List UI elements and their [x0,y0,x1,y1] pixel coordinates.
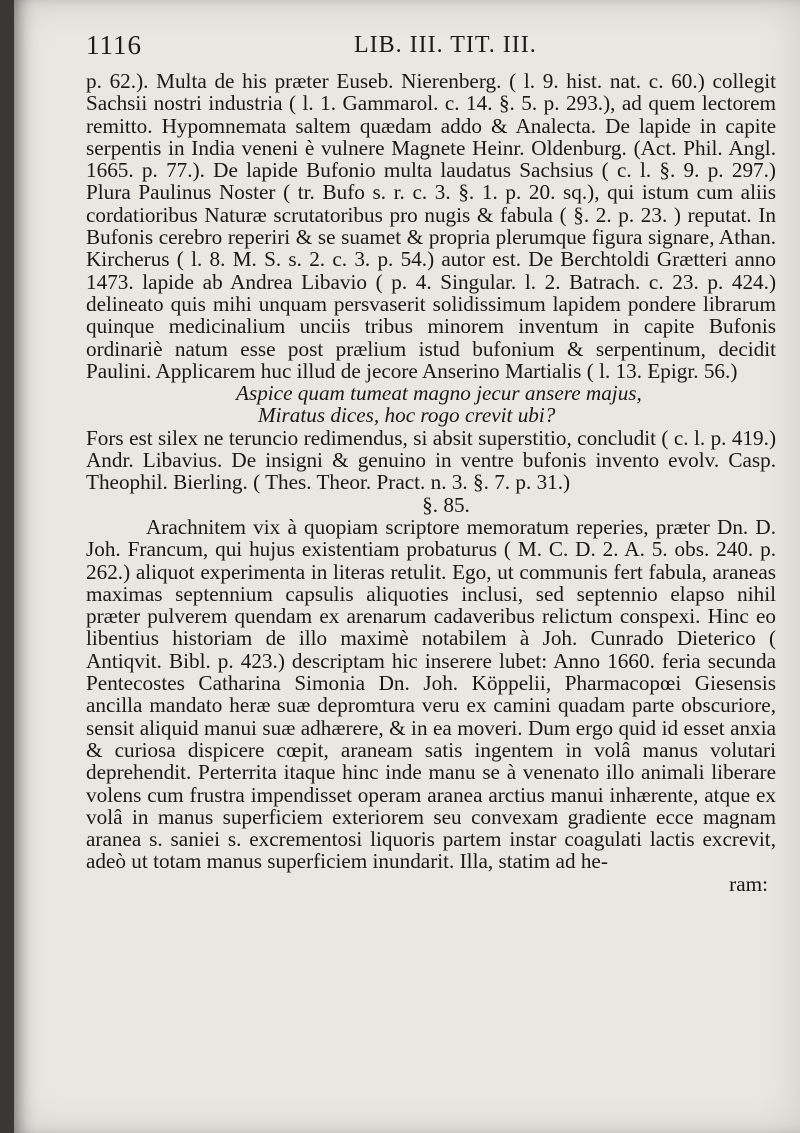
page-number: 1116 [86,30,142,60]
paragraph-3: Arachnitem vix à quopiam scriptore memoratum reperies, præter Dn. D. Joh. Francum, qui hujus existentiam probaturus ( M. C. D. 2. A. 5. obs. 240. p. 262.) aliquot experimenta in literas retulit. Ego, ut communis fert fabula, araneas maximas septennium capsulis aliquoties inclusi, sed septennio elapso nihil præter pulverem quendam ex arenarum cadaveribus relictum conspexi. Hinc eo libentius historiam de illo maximè notabilem à Joh. Cunrado Dieterico ( Antiqvit. Bibl. p. 423.) descriptam hic inserere lubet: Anno 1660. feria secunda Pentecostes Catharina Simonia Dn. Joh. Köppelii, Pharmacopœi Giesensis ancilla mandato heræ suæ depromtura veru ex camini quadam parte obscuriore, sensit aliquid manui suæ adhærere, & in ea moveri. Dum ergo quid id esset anxia & curiosa dispicere cœpit, araneam satis ingentem in volâ manus volutari deprehendit. Perterrita itaque hinc inde manu se à venenato illo animali liberare volens cum frustra impendisset operam aranea arctius manui inhærente, atque ex volâ in manus superficiem exteriorem seu convexam gradiente ecce magnam aranea s. saniei s. excrementosi liquoris partem instar coagulati lactis excrevit, adeò ut totam manus superficiem inundarit. Illa, statim ad he- [86,514,776,874]
paragraph-1: p. 62.). Multa de his præter Euseb. Nierenberg. ( l. 9. hist. nat. c. 60.) collegit Sachsii nostri industria ( l. 1. Gammarol. c. 14. §. 5. p. 293.), ad quem lectorem remitto. Hypomnemata saltem quædam addo & Analecta. De lapide in capite serpentis in India veneni è vulnere Magnete Heinr. Oldenburg. (Act. Phil. Angl. 1665. p. 77.). De lapide Bufonio multa laudatus Sachsius ( c. l. §. 9. p. 297.) Plura Paulinus Noster ( tr. Bufo s. r. c. 3. §. 1. p. 20. sq.), qui istum cum aliis cordatioribus Naturæ scrutatoribus pro nugis & fabula ( §. 2. p. 23. ) reputat. In Bufonis cerebro reperiri & se suamet & propria plerumque figura signare, Athan. Kircherus ( l. 8. M. S. s. 2. c. 3. p. 54.) autor est. De Berchtoldi Grætteri anno 1473. lapide ab Andrea Libavio ( p. 4. Singular. l. 2. Batrach. c. 23. p. 424.) delineato quis mihi unquam persvaserit solidissimum lapidem pondere librarum quinque medicinalium unciis tribus minorem inventum in capite Bufonis ordinariè natum esse post prælium istud bufonium & serpentinum, decidit Paulini. Applicarem huc illud de jecore Anserino Martialis ( l. 13. Epigr. 56.) [86,69,776,383]
book-page [14,0,800,1133]
body-text [86,70,776,895]
verse-quotation [86,382,776,427]
verse-line-2: Miratus dices, hoc rogo crevit ubi? [258,403,556,428]
verse-line-1: Aspice quam tumeat magno jecur ansere majus, [236,381,642,406]
section-heading: §. 85. [422,492,470,517]
running-head: LIB. III. TIT. III. [354,32,537,58]
page-header [86,26,760,66]
catchword: ram: [729,871,768,896]
paragraph-2: Fors est silex ne teruncio redimendus, si absit superstitio, concludit ( c. l. p. 419.) Andr. Libavius. De insigni & genuino in ventre bufonis invento evolv. Casp. Theophil. Bierling. ( Thes. Theor. Pract. n. 3. §. 7. p. 31.) [86,425,776,495]
